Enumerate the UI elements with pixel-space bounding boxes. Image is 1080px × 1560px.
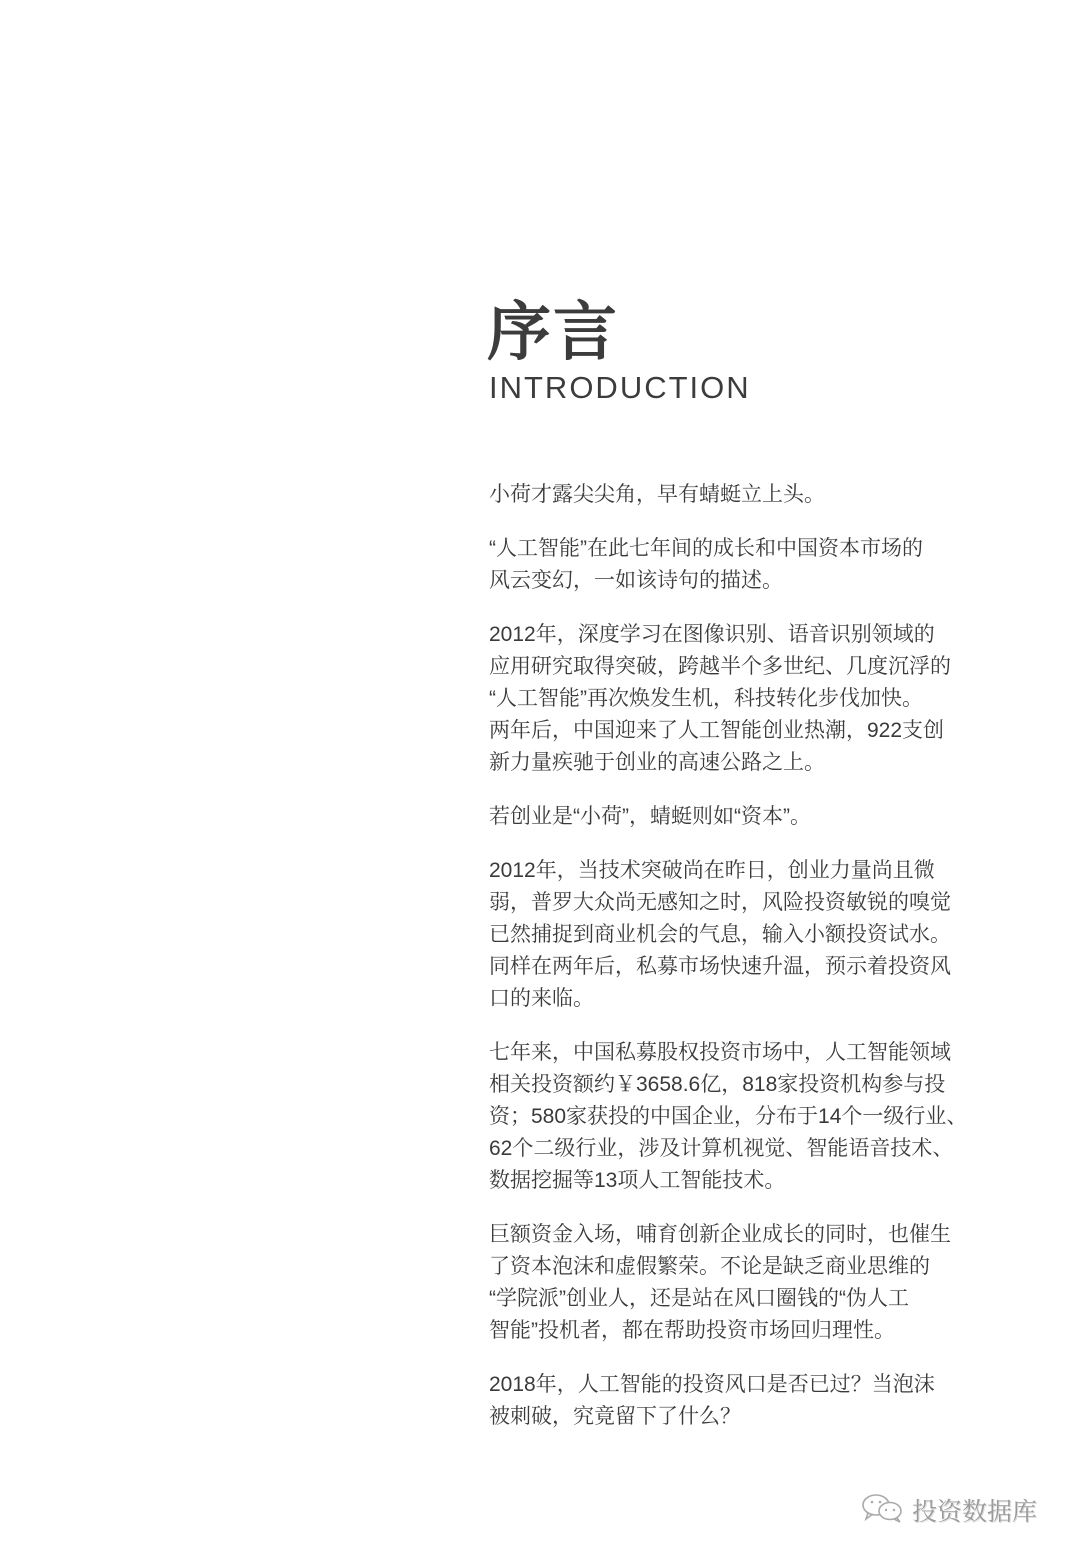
paragraph [489,533,989,597]
watermark [860,1492,1037,1528]
paragraph-line: 小荷才露尖尖角，早有蜻蜓立上头。 [489,483,825,506]
paragraph-line: 巨额资金入场，哺育创新企业成长的同时，也催生 [489,1223,951,1246]
paragraph-line: 口的来临。 [489,987,594,1010]
paragraph [489,1219,989,1347]
paragraph-line: 两年后，中国迎来了人工智能创业热潮，922支创 [489,719,945,742]
watermark-text: 投资数据库 [912,1498,1038,1526]
paragraph [489,479,989,511]
paragraph-line: 新力量疾驰于创业的高速公路之上。 [489,751,825,774]
paragraph-line: 62个二级行业，涉及计算机视觉、智能语音技术、 [489,1137,954,1160]
paragraph-line: 2012年，当技术突破尚在昨日，创业力量尚且微 [489,859,935,882]
paragraph-line: 弱，普罗大众尚无感知之时，风险投资敏锐的嗅觉 [489,891,951,914]
paragraph-line: 若创业是“小荷”，蜻蜓则如“资本”。 [489,805,811,828]
page-subtitle: INTRODUCTION [489,370,751,405]
paragraph [489,1037,989,1197]
paragraph [489,619,989,779]
paragraph [489,1369,989,1433]
paragraph-line: 数据挖掘等13项人工智能技术。 [489,1169,786,1192]
paragraph-line: 2018年，人工智能的投资风口是否已过？当泡沫 [489,1373,935,1396]
wechat-icon [860,1493,906,1528]
paragraph-line: 智能”投机者，都在帮助投资市场回归理性。 [489,1319,895,1342]
paragraph-line: 2012年，深度学习在图像识别、语音识别领域的 [489,623,935,646]
paragraph-line: 同样在两年后，私募市场快速升温，预示着投资风 [489,955,951,978]
paragraph-line: 风云变幻，一如该诗句的描述。 [489,569,783,592]
paragraph-line: “学院派”创业人，还是站在风口圈钱的“伪人工 [489,1287,909,1310]
paragraph-line: 被刺破，究竟留下了什么？ [489,1405,741,1428]
paragraph [489,801,989,833]
paragraph-line: 应用研究取得突破，跨越半个多世纪、几度沉浮的 [489,655,951,678]
paragraph-line: 资；580家获投的中国企业，分布于14个一级行业、 [489,1105,968,1128]
paragraph-line: 相关投资额约￥3658.6亿，818家投资机构参与投 [489,1073,946,1096]
page-title: 序言 [487,296,619,368]
paragraph-line: “人工智能”再次焕发生机，科技转化步伐加快。 [489,687,923,710]
paragraph [489,855,989,1015]
paragraph-line: 七年来，中国私募股权投资市场中，人工智能领域 [489,1041,951,1064]
paragraph-line: 已然捕捉到商业机会的气息，输入小额投资试水。 [489,923,951,946]
paragraph-line: 了资本泡沫和虚假繁荣。不论是缺乏商业思维的 [489,1255,930,1278]
paragraph-line: “人工智能”在此七年间的成长和中国资本市场的 [489,537,923,560]
intro-body [489,479,989,1455]
